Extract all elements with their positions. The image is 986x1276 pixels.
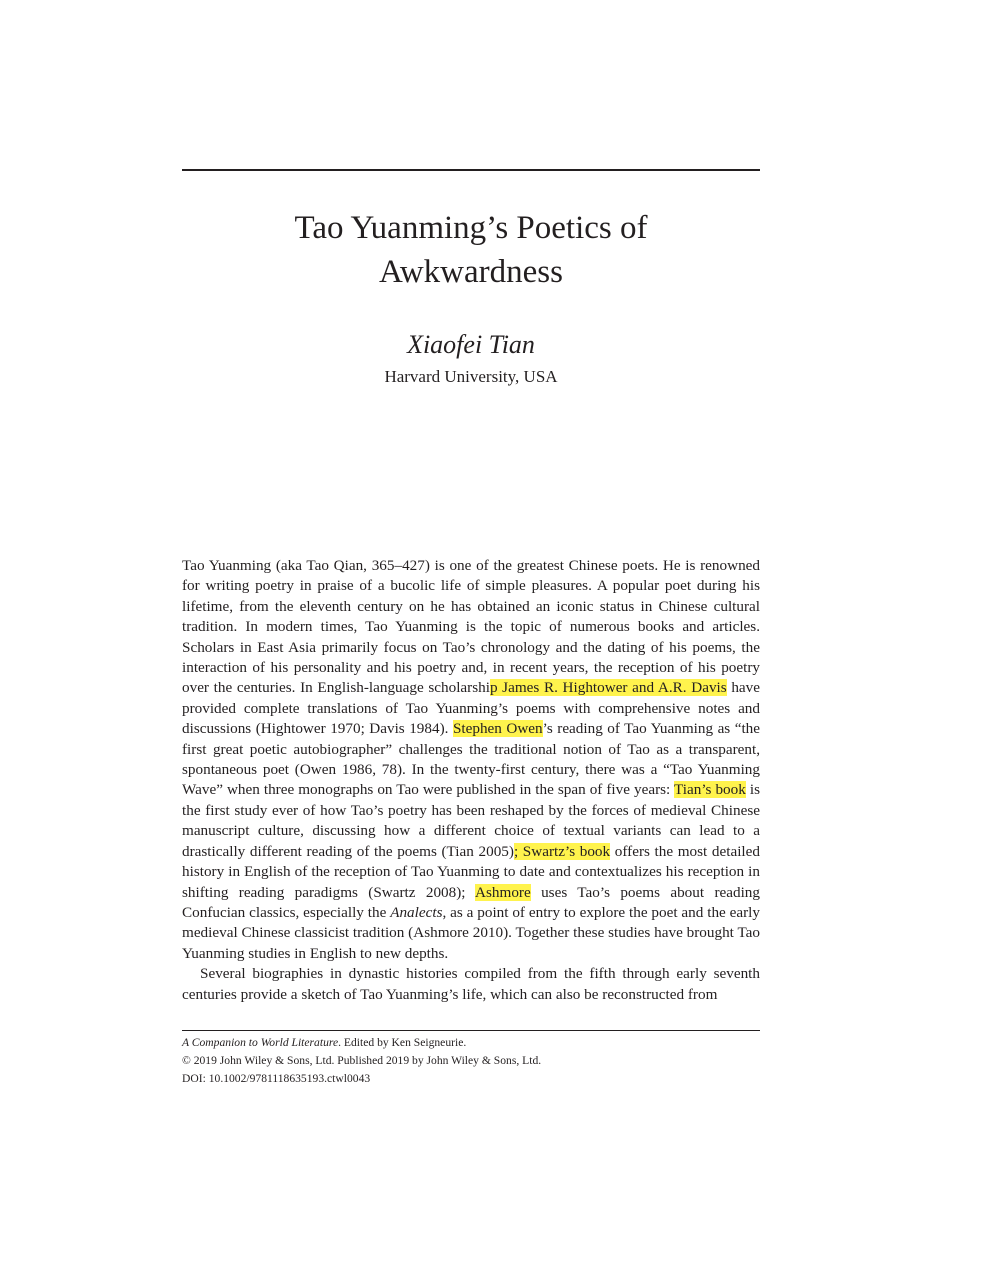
text-run: uses Tao’s poems about reading Confucian classics, especially the bbox=[182, 883, 760, 921]
title-line-2: Awkwardness bbox=[379, 254, 563, 290]
citation-footer bbox=[182, 1034, 760, 1088]
article-body bbox=[182, 556, 760, 1005]
top-rule bbox=[182, 169, 760, 171]
paragraph-1 bbox=[182, 556, 760, 964]
text-run: Tao Yuanming (aka Tao Qian, 365–427) is one of the greatest Chinese poets. He is renowned for writing poetry in praise of a bucolic life of simple pleasures. A popular poet during his lifetime, from the eleventh century on he has obtained an iconic status in Chinese cultural tradition. In modern times, Tao Yuanming is the topic of numerous books and articles. Scholars in East Asia primarily focus on Tao’s chronology and the dating of his poems, the interaction of his personality and his poetry and, in recent years, the reception of his poetry over the centuries. In English-language scholarshi bbox=[182, 557, 760, 697]
highlight-stephen-owen: Stephen Owen bbox=[452, 720, 543, 738]
footer-copyright: © 2019 John Wiley & Sons, Ltd. Published 2019 by John Wiley & Sons, Ltd. bbox=[182, 1054, 542, 1067]
paragraph-2: Several biographies in dynastic histories compiled from the fifth through early seventh centuries provide a sketch of Tao Yuanming’s life, which can also be reconstructed from bbox=[182, 965, 760, 1003]
text-run: have provided complete translations of Tao Yuanming’s poems with comprehensive notes and discussions (Hightower 1970; Davis 1984). bbox=[182, 679, 760, 738]
footer-edition-line bbox=[182, 1034, 760, 1052]
text-run: , as a point of entry to explore the poet and the early medieval Chinese classicist tradition (Ashmore 2010). Together these studies have brought Tao Yuanming studies in English to new depths. bbox=[182, 903, 760, 962]
text-run: ’s reading of Tao Yuanming as “the first great poetic autobiographer” challenges the traditional notion of Tao as a transparent, spontaneous poet (Owen 1986, 78). In the twenty-first century, there was a “Tao Yuanming Wave” when three monographs on Tao were published in the span of five years: bbox=[182, 720, 761, 799]
article-title bbox=[182, 206, 760, 294]
highlight-tians-book: Tian’s book bbox=[674, 781, 746, 799]
footer-editor: . Edited by Ken Seigneurie. bbox=[338, 1036, 467, 1049]
footer-rule bbox=[182, 1030, 760, 1031]
author-affiliation: Harvard University, USA bbox=[384, 367, 558, 386]
footer-book-title: A Companion to World Literature bbox=[182, 1036, 339, 1049]
title-line-1: Tao Yuanming’s Poetics of bbox=[294, 210, 648, 246]
highlight-swartzs-book: ; Swartz’s book bbox=[513, 842, 611, 860]
highlight-ashmore: Ashmore bbox=[475, 883, 531, 901]
author-name: Xiaofei Tian bbox=[407, 330, 535, 359]
highlight-hightower-davis: p James R. Hightower and A.R. Davis bbox=[489, 679, 727, 697]
text-run: is the first study ever of how Tao’s poetry has been reshaped by the forces of medieval Chinese manuscript culture, discussing how a different choice of textual variants can lead to a drastically different reading of the poems (Tian 2005) bbox=[182, 781, 760, 860]
text-run: offers the most detailed history in English of the reception of Tao Yuanming to date and contextualizes his reception in shifting reading paradigms (Swartz 2008); bbox=[182, 842, 760, 901]
italic-analects: Analects bbox=[390, 903, 443, 921]
footer-doi: DOI: 10.1002/9781118635193.ctwl0043 bbox=[182, 1072, 371, 1085]
